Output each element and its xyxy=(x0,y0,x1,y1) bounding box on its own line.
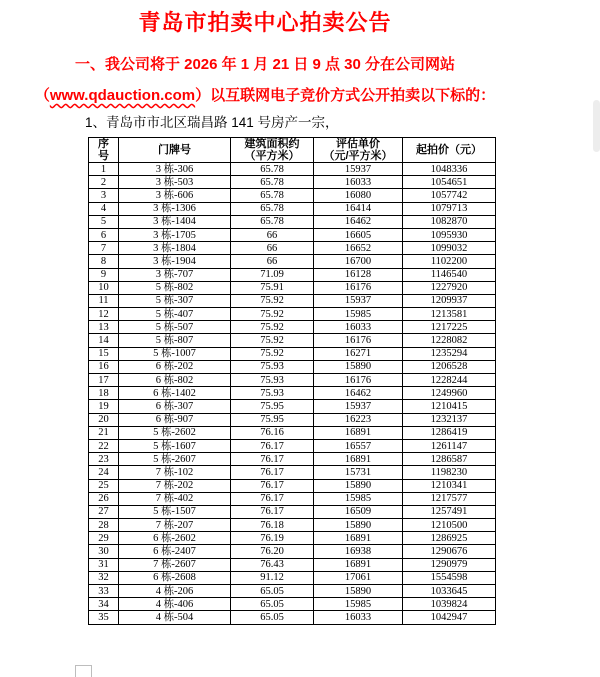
cell-start-price: 1048336 xyxy=(403,163,496,176)
cell-unit-price: 16605 xyxy=(314,228,403,241)
cell-seq: 12 xyxy=(89,308,119,321)
cell-seq: 14 xyxy=(89,334,119,347)
cell-door-number: 7 栋-202 xyxy=(119,479,231,492)
cell-unit-price: 15890 xyxy=(314,519,403,532)
cell-area: 65.05 xyxy=(231,598,314,611)
cell-area: 66 xyxy=(231,228,314,241)
cell-area: 75.92 xyxy=(231,334,314,347)
table-row xyxy=(89,611,496,624)
cell-start-price: 1232137 xyxy=(403,413,496,426)
cell-unit-price: 16509 xyxy=(314,505,403,518)
cell-unit-price: 15985 xyxy=(314,598,403,611)
cell-unit-price: 16176 xyxy=(314,334,403,347)
column-header: 起拍价（元） xyxy=(403,138,496,163)
cell-start-price: 1290979 xyxy=(403,558,496,571)
cell-area: 76.17 xyxy=(231,505,314,518)
cell-start-price: 1099032 xyxy=(403,242,496,255)
cell-unit-price: 16891 xyxy=(314,532,403,545)
cell-door-number: 6 栋-907 xyxy=(119,413,231,426)
cell-seq: 8 xyxy=(89,255,119,268)
cell-seq: 18 xyxy=(89,387,119,400)
cell-seq: 34 xyxy=(89,598,119,611)
cell-door-number: 5 栋-1007 xyxy=(119,347,231,360)
cell-door-number: 7 栋-402 xyxy=(119,492,231,505)
lot-description-line: 1、青岛市市北区瑞昌路 141 号房产一宗， xyxy=(85,115,339,130)
table-row xyxy=(89,571,496,584)
cell-area: 76.17 xyxy=(231,439,314,452)
cell-door-number: 5 栋-1607 xyxy=(119,439,231,452)
cell-seq: 27 xyxy=(89,505,119,518)
cell-start-price: 1217225 xyxy=(403,321,496,334)
table-row xyxy=(89,215,496,228)
cell-door-number: 3 栋-1705 xyxy=(119,228,231,241)
cell-area: 75.92 xyxy=(231,347,314,360)
cell-unit-price: 16891 xyxy=(314,558,403,571)
cell-area: 75.95 xyxy=(231,400,314,413)
intro-line-1: 一、我公司将于 2026 年 1 月 21 日 9 点 30 分在公司网站 xyxy=(74,56,456,73)
cell-unit-price: 16652 xyxy=(314,242,403,255)
table-row xyxy=(89,413,496,426)
cell-area: 66 xyxy=(231,242,314,255)
cell-unit-price: 16033 xyxy=(314,176,403,189)
cell-start-price: 1235294 xyxy=(403,347,496,360)
table-row xyxy=(89,242,496,255)
cell-door-number: 7 栋-102 xyxy=(119,466,231,479)
cell-start-price: 1217577 xyxy=(403,492,496,505)
table-row xyxy=(89,519,496,532)
cell-start-price: 1210500 xyxy=(403,519,496,532)
cell-unit-price: 15985 xyxy=(314,308,403,321)
cell-start-price: 1210341 xyxy=(403,479,496,492)
cell-seq: 32 xyxy=(89,571,119,584)
cell-door-number: 4 栋-504 xyxy=(119,611,231,624)
cell-seq: 21 xyxy=(89,426,119,439)
column-header: 序 号 xyxy=(89,138,119,163)
cell-unit-price: 16128 xyxy=(314,268,403,281)
cell-door-number: 3 栋-606 xyxy=(119,189,231,202)
table-row xyxy=(89,585,496,598)
table-row xyxy=(89,281,496,294)
cell-unit-price: 16462 xyxy=(314,387,403,400)
cell-start-price: 1210415 xyxy=(403,400,496,413)
table-row xyxy=(89,228,496,241)
cell-area: 75.93 xyxy=(231,387,314,400)
column-header: 评估单价 （元/平方米） xyxy=(314,138,403,163)
cell-start-price: 1261147 xyxy=(403,439,496,452)
cell-start-price: 1209937 xyxy=(403,294,496,307)
scrollbar-thumb[interactable] xyxy=(593,100,600,152)
table-row xyxy=(89,558,496,571)
cell-area: 76.43 xyxy=(231,558,314,571)
cell-door-number: 3 栋-1306 xyxy=(119,202,231,215)
cell-unit-price: 15890 xyxy=(314,360,403,373)
table-row xyxy=(89,439,496,452)
table-row xyxy=(89,426,496,439)
cell-seq: 28 xyxy=(89,519,119,532)
cell-area: 75.95 xyxy=(231,413,314,426)
cell-unit-price: 15731 xyxy=(314,466,403,479)
cell-area: 76.17 xyxy=(231,492,314,505)
cell-area: 76.18 xyxy=(231,519,314,532)
cell-door-number: 3 栋-707 xyxy=(119,268,231,281)
cell-door-number: 5 栋-1507 xyxy=(119,505,231,518)
table-row xyxy=(89,598,496,611)
cell-area: 75.92 xyxy=(231,321,314,334)
cell-unit-price: 16557 xyxy=(314,439,403,452)
cell-start-price: 1228244 xyxy=(403,374,496,387)
cell-seq: 5 xyxy=(89,215,119,228)
cell-unit-price: 15937 xyxy=(314,163,403,176)
cell-door-number: 3 栋-306 xyxy=(119,163,231,176)
cell-door-number: 3 栋-1804 xyxy=(119,242,231,255)
cell-seq: 33 xyxy=(89,585,119,598)
cell-unit-price: 15937 xyxy=(314,400,403,413)
cell-seq: 20 xyxy=(89,413,119,426)
table-body xyxy=(89,163,496,625)
cell-door-number: 6 栋-2407 xyxy=(119,545,231,558)
cell-area: 66 xyxy=(231,255,314,268)
cell-unit-price: 15937 xyxy=(314,294,403,307)
cell-door-number: 3 栋-1404 xyxy=(119,215,231,228)
cell-seq: 15 xyxy=(89,347,119,360)
cell-door-number: 5 栋-407 xyxy=(119,308,231,321)
cell-start-price: 1082870 xyxy=(403,215,496,228)
cell-start-price: 1286587 xyxy=(403,453,496,466)
cell-area: 76.19 xyxy=(231,532,314,545)
cell-start-price: 1286419 xyxy=(403,426,496,439)
table-row xyxy=(89,321,496,334)
cell-start-price: 1249960 xyxy=(403,387,496,400)
intro-line-2-prefix: （ xyxy=(34,87,50,104)
cell-area: 76.16 xyxy=(231,426,314,439)
table-row xyxy=(89,255,496,268)
table-row xyxy=(89,453,496,466)
cell-start-price: 1206528 xyxy=(403,360,496,373)
cell-seq: 7 xyxy=(89,242,119,255)
cell-door-number: 5 栋-507 xyxy=(119,321,231,334)
cell-unit-price: 15985 xyxy=(314,492,403,505)
cell-seq: 16 xyxy=(89,360,119,373)
cell-area: 75.93 xyxy=(231,360,314,373)
cell-area: 75.93 xyxy=(231,374,314,387)
cell-seq: 29 xyxy=(89,532,119,545)
table-row xyxy=(89,294,496,307)
cell-unit-price: 17061 xyxy=(314,571,403,584)
cell-door-number: 5 栋-802 xyxy=(119,281,231,294)
cell-start-price: 1102200 xyxy=(403,255,496,268)
table-row xyxy=(89,176,496,189)
cell-unit-price: 16223 xyxy=(314,413,403,426)
cell-unit-price: 16462 xyxy=(314,215,403,228)
cell-seq: 2 xyxy=(89,176,119,189)
cell-door-number: 6 栋-2602 xyxy=(119,532,231,545)
cell-seq: 11 xyxy=(89,294,119,307)
cell-door-number: 5 栋-2602 xyxy=(119,426,231,439)
table-header-row xyxy=(89,138,496,163)
cell-door-number: 6 栋-802 xyxy=(119,374,231,387)
cell-area: 76.20 xyxy=(231,545,314,558)
cell-door-number: 6 栋-307 xyxy=(119,400,231,413)
cell-seq: 31 xyxy=(89,558,119,571)
cell-door-number: 4 栋-206 xyxy=(119,585,231,598)
table-row xyxy=(89,308,496,321)
column-header: 门牌号 xyxy=(119,138,231,163)
table-row xyxy=(89,505,496,518)
cell-unit-price: 16176 xyxy=(314,281,403,294)
cell-unit-price: 16891 xyxy=(314,426,403,439)
table-row xyxy=(89,479,496,492)
intro-line-2-suffix: ）以互联网电子竞价方式公开拍卖以下标的： xyxy=(195,87,496,104)
table-row xyxy=(89,492,496,505)
cell-unit-price: 16271 xyxy=(314,347,403,360)
cell-area: 65.78 xyxy=(231,189,314,202)
cell-door-number: 5 栋-2607 xyxy=(119,453,231,466)
cell-area: 65.78 xyxy=(231,163,314,176)
cell-seq: 19 xyxy=(89,400,119,413)
cell-seq: 22 xyxy=(89,439,119,452)
cell-start-price: 1033645 xyxy=(403,585,496,598)
table-row xyxy=(89,374,496,387)
intro-line-2 xyxy=(0,84,530,105)
cell-area: 75.92 xyxy=(231,294,314,307)
table-row xyxy=(89,545,496,558)
cell-area: 76.17 xyxy=(231,466,314,479)
cell-start-price: 1554598 xyxy=(403,571,496,584)
cell-area: 91.12 xyxy=(231,571,314,584)
cell-unit-price: 16700 xyxy=(314,255,403,268)
table-row xyxy=(89,400,496,413)
table-row xyxy=(89,360,496,373)
cell-start-price: 1039824 xyxy=(403,598,496,611)
cell-area: 71.09 xyxy=(231,268,314,281)
cell-start-price: 1042947 xyxy=(403,611,496,624)
table-row xyxy=(89,466,496,479)
cell-unit-price: 16080 xyxy=(314,189,403,202)
cell-start-price: 1079713 xyxy=(403,202,496,215)
cell-door-number: 6 栋-202 xyxy=(119,360,231,373)
table-row xyxy=(89,347,496,360)
cell-start-price: 1057742 xyxy=(403,189,496,202)
table-row xyxy=(89,163,496,176)
auction-lots-table xyxy=(88,137,496,625)
cell-unit-price: 16891 xyxy=(314,453,403,466)
cell-seq: 13 xyxy=(89,321,119,334)
cell-seq: 23 xyxy=(89,453,119,466)
cell-start-price: 1146540 xyxy=(403,268,496,281)
cell-area: 75.92 xyxy=(231,308,314,321)
cell-door-number: 4 栋-406 xyxy=(119,598,231,611)
cell-unit-price: 16414 xyxy=(314,202,403,215)
cell-unit-price: 16938 xyxy=(314,545,403,558)
table-row xyxy=(89,189,496,202)
table-row xyxy=(89,268,496,281)
column-header: 建筑面积约 （平方米） xyxy=(231,138,314,163)
cell-unit-price: 16033 xyxy=(314,321,403,334)
cell-seq: 24 xyxy=(89,466,119,479)
table-row xyxy=(89,387,496,400)
cell-start-price: 1054651 xyxy=(403,176,496,189)
page-title: 青岛市拍卖中心拍卖公告 xyxy=(138,10,392,35)
cell-door-number: 7 栋-207 xyxy=(119,519,231,532)
cell-area: 65.05 xyxy=(231,585,314,598)
cell-area: 75.91 xyxy=(231,281,314,294)
cell-area: 65.05 xyxy=(231,611,314,624)
cell-seq: 30 xyxy=(89,545,119,558)
cell-start-price: 1095930 xyxy=(403,228,496,241)
next-table-corner-fragment xyxy=(75,665,92,677)
cell-seq: 25 xyxy=(89,479,119,492)
cell-door-number: 5 栋-307 xyxy=(119,294,231,307)
cell-start-price: 1228082 xyxy=(403,334,496,347)
table-row xyxy=(89,532,496,545)
table-row xyxy=(89,202,496,215)
cell-unit-price: 16176 xyxy=(314,374,403,387)
auction-website-link[interactable]: www.qdauction.com xyxy=(49,87,196,104)
cell-area: 76.17 xyxy=(231,453,314,466)
cell-seq: 9 xyxy=(89,268,119,281)
cell-door-number: 6 栋-2608 xyxy=(119,571,231,584)
cell-area: 65.78 xyxy=(231,176,314,189)
cell-start-price: 1227920 xyxy=(403,281,496,294)
cell-seq: 17 xyxy=(89,374,119,387)
cell-area: 76.17 xyxy=(231,479,314,492)
cell-door-number: 6 栋-1402 xyxy=(119,387,231,400)
cell-seq: 26 xyxy=(89,492,119,505)
cell-start-price: 1257491 xyxy=(403,505,496,518)
cell-unit-price: 15890 xyxy=(314,479,403,492)
cell-start-price: 1290676 xyxy=(403,545,496,558)
cell-start-price: 1213581 xyxy=(403,308,496,321)
cell-unit-price: 16033 xyxy=(314,611,403,624)
cell-seq: 35 xyxy=(89,611,119,624)
cell-unit-price: 15890 xyxy=(314,585,403,598)
cell-door-number: 3 栋-503 xyxy=(119,176,231,189)
cell-seq: 4 xyxy=(89,202,119,215)
cell-seq: 3 xyxy=(89,189,119,202)
cell-door-number: 5 栋-807 xyxy=(119,334,231,347)
cell-seq: 10 xyxy=(89,281,119,294)
cell-start-price: 1198230 xyxy=(403,466,496,479)
cell-start-price: 1286925 xyxy=(403,532,496,545)
cell-seq: 6 xyxy=(89,228,119,241)
cell-area: 65.78 xyxy=(231,215,314,228)
table-row xyxy=(89,334,496,347)
cell-area: 65.78 xyxy=(231,202,314,215)
cell-seq: 1 xyxy=(89,163,119,176)
cell-door-number: 3 栋-1904 xyxy=(119,255,231,268)
cell-door-number: 7 栋-2607 xyxy=(119,558,231,571)
